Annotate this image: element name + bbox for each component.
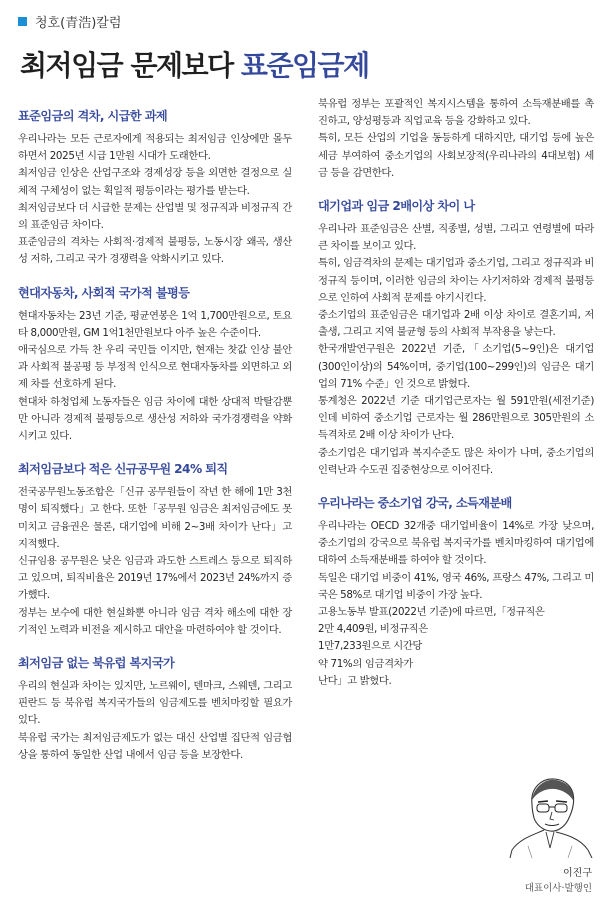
paragraph: 우리나라는 모든 근로자에게 적용되는 최저임금 인상에만 몰두하면서 2025년 시급 1만원 시대가 도래한다. — [18, 133, 292, 163]
paragraph: 최저임금보다 더 시급한 문제는 산업별 및 정규직과 비정규직 간의 표준임금 차이다. — [18, 201, 292, 232]
section-title: 표준임금의 격차, 시급한 과제 — [18, 109, 168, 123]
headline-main: 최저임금 문제보다 — [20, 49, 241, 82]
author-portrait-icon — [506, 766, 594, 858]
paragraph: 특히, 모든 산업의 기업을 동등하게 대하지만, 대기업 등에 높은 세금 부여하여 중소기업의 사회보장적(우리나라의 4대보험) 세금 등을 감면한다. — [318, 132, 594, 179]
section-title: 대기업과 임금 2배이상 차이 나 — [318, 199, 475, 214]
paragraph-line: 1만7,233원으로 시간당 — [318, 640, 423, 653]
section-title: 최저임금 없는 북유럽 복지국가 — [18, 656, 175, 671]
paragraph-line: 2만 4,409원, 비정규직은 — [318, 623, 428, 636]
section-title: 우리나라는 중소기업 강국, 소득재분배 — [318, 496, 512, 511]
paragraph: 우리나라 표준임금은 산별, 직종별, 성별, 그리고 연령별에 따라 큰 차이를 보이고 있다. — [318, 223, 594, 253]
paragraph: 전국공무원노동조합은「신규 공무원들이 작년 한 해에 1만 3천명이 퇴직했다」고 한다. 또한「공무원 임금은 최저임금에도 못 미치고 금융권은 물론, 대기업에 비해 2~3배 차이가 난다」고 지적했다. — [18, 486, 292, 550]
paragraph: 특히, 임금격차의 문제는 대기업과 중소기업, 그리고 정규직과 비정규직 등이며, 이러한 임금의 차이는 사기저하와 경제적 불평등으로 인하여 사회적 문제를 야기시킨다. — [318, 257, 594, 304]
author-name: 이진구 — [563, 868, 592, 879]
paragraph: 정부는 보수에 대한 현실화뿐 아니라 임금 격차 해소에 대한 장기적인 노력과 비전을 제시하고 대안을 마련하여야 할 것이다. — [18, 606, 292, 636]
paragraph: 최저임금 인상은 산업구조와 경제성장 등을 외면한 결정으로 실체적 구체성이 없는 획일적 평등이라는 평가를 받는다. — [18, 167, 292, 197]
paragraph: 중소기업의 표준임금은 대기업과 2배 이상 차이로 결혼기피, 저출생, 그리고 지역 불균형 등의 사회적 부작용을 낳는다. — [318, 309, 594, 339]
column-tag — [18, 12, 121, 30]
headline-accent: 표준임금제 — [240, 49, 369, 82]
paragraph: 북유럽 국가는 최저임금제도가 없는 대신 산업별 집단적 임금협상을 통하여 동일한 산업 내에서 임금 등을 보장한다. — [18, 731, 292, 761]
paragraph: 고용노동부 발표(2022년 기준)에 따르면,「정규직은 — [318, 606, 545, 619]
paragraph: 북유럽 정부는 포괄적인 복지시스템을 통하여 소득재분배를 촉진하고, 양성평등과 직업교육 등을 강화하고 있다. — [318, 98, 594, 128]
paragraph: 독일은 대기업 비중이 41%, 영국 46%, 프랑스 47%, 그리고 미국은 58%로 대기업 비중이 가장 높다. — [318, 571, 594, 601]
paragraph: 한국개발연구원은 2022년 기준,「소기업(5~9인)은 대기업(300인이상)의 54%이며, 중기업(100~299인)의 임금은 대기업의 71% 수준」인 것으로 밝혔다. — [318, 343, 594, 390]
paragraph: 표준임금의 격차는 사회적·경제적 불평등, 노동시장 왜곡, 생산성 저하, 그리고 국가 경쟁력을 악화시키고 있다. — [18, 236, 292, 266]
section-title: 현대자동차, 사회적 국가적 불평등 — [18, 285, 190, 300]
left-column — [18, 96, 292, 764]
paragraph: 우리의 현실과 차이는 있지만, 노르웨이, 덴마크, 스웨덴, 그리고 핀란드 등 북유럽 복지국가들의 임금제도를 벤치마킹할 필요가 있다. — [18, 680, 292, 727]
author-role: 대표이사·발행인 — [524, 883, 592, 894]
paragraph: 현대차 하청업체 노동자들은 임금 차이에 대한 상대적 박탈감뿐만 아니라 경제적 불평등으로 생산성 저하와 국가경쟁력을 약화시키고 있다. — [18, 395, 292, 443]
paragraph: 애국심으로 가득 찬 우리 국민들 이지만, 현재는 찻값 인상 불안과 사회적 불공평 등 부정적 인식으로 현대자동차를 외면하고 외제 차를 선호하게 된다. — [18, 344, 292, 391]
column-label: 청호(青浩)칼럼 — [35, 15, 122, 31]
paragraph: 중소기업은 대기업과 복지수준도 많은 차이가 나며, 중소기업의 인력난과 수도권 집중현상으로 이어진다. — [318, 446, 594, 476]
headline — [20, 44, 369, 84]
paragraph: 신규임용 공무원은 낮은 임금과 과도한 스트레스 등으로 퇴직하고 있으며, 퇴직비율은 2019년 17%에서 2023년 24%까지 증가했다. — [18, 555, 292, 602]
paragraph-line: 약 71%의 임금격차가 — [318, 657, 413, 670]
section-title: 최저임금보다 적은 신규공무원 24% 퇴직 — [18, 462, 228, 477]
right-column — [318, 96, 594, 690]
tag-square-icon — [18, 17, 27, 26]
paragraph-line: 난다」고 밝혔다. — [318, 674, 392, 687]
paragraph: 현대자동차는 23년 기준, 평균연봉은 1억 1,700만원으로, 토요타 8,000만원, GM 1억1천만원보다 아주 높은 수준이다. — [18, 309, 292, 339]
paragraph: 우리나라는 OECD 32개중 대기업비율이 14%로 가장 낮으며, 중소기업의 강국으로 북유럽 복지국가를 벤치마킹하여 대기업에 대하여 소득재분배를 하여야 할 것이다. — [318, 520, 594, 567]
tail-text — [318, 621, 594, 690]
paragraph: 통계청은 2022년 기준 대기업근로자는 월 591만원(세전기준)인데 비하여 중소기업 근로자는 월 286만원으로 305만원의 소득격차로 2배 이상 차이가 난다. — [318, 395, 594, 442]
